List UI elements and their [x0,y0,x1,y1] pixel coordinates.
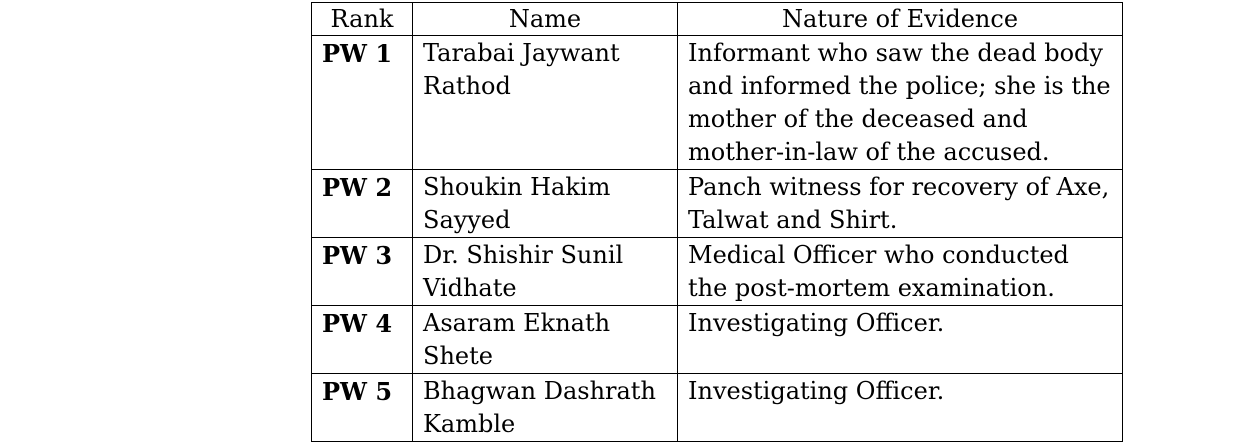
table-row [312,306,1123,374]
table-row [312,36,1123,170]
name-column-header: Name [413,3,678,36]
witness-name: Asaram Eknath Shete [413,306,678,374]
witness-rank: PW 3 [312,238,413,306]
rank-column-header: Rank [312,3,413,36]
witness-evidence: Medical Officer who conducted the post-mortem examination. [678,238,1123,306]
witness-name: Tarabai Jaywant Rathod [413,36,678,170]
prosecution-witness-table [311,2,1123,442]
witness-rank: PW 2 [312,170,413,238]
witness-name: Bhagwan Dashrath Kamble [413,374,678,442]
table-row [312,238,1123,306]
table-header-row [312,3,1123,36]
witness-evidence: Investigating Officer. [678,306,1123,374]
evidence-column-header: Nature of Evidence [678,3,1123,36]
witness-name: Shoukin Hakim Sayyed [413,170,678,238]
witness-rank: PW 1 [312,36,413,170]
witness-evidence: Investigating Officer. [678,374,1123,442]
witness-evidence: Panch witness for recovery of Axe, Talwat and Shirt. [678,170,1123,238]
witness-name: Dr. Shishir Sunil Vidhate [413,238,678,306]
table-row [312,374,1123,442]
witness-rank: PW 4 [312,306,413,374]
table-row [312,170,1123,238]
witness-evidence: Informant who saw the dead body and informed the police; she is the mother of the deceased and mother-in-law of the accused. [678,36,1123,170]
witness-rank: PW 5 [312,374,413,442]
